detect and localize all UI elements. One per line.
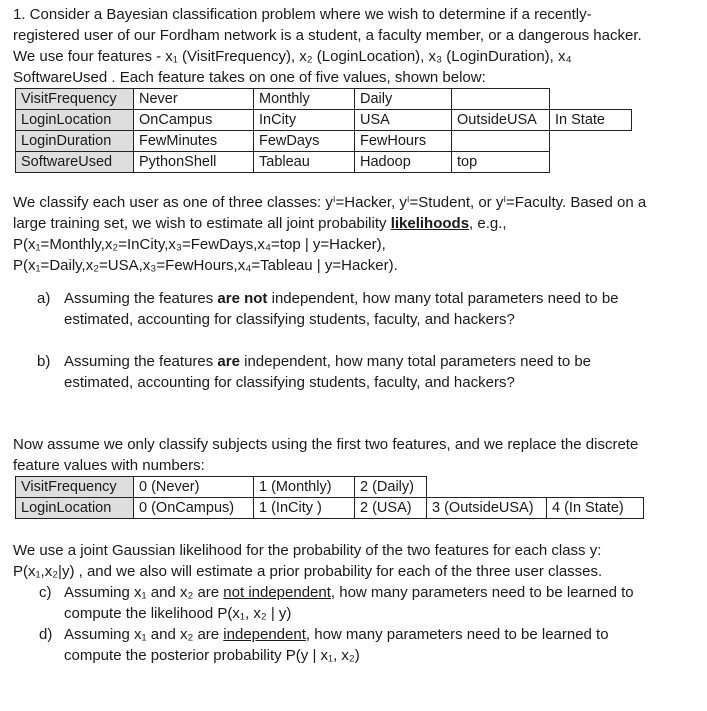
question-label: a) — [37, 290, 51, 307]
table-row — [16, 131, 632, 152]
table-row — [16, 89, 632, 110]
feature-value-cell: USA — [355, 110, 452, 131]
question-d: d) Assuming x₁ and x₂ are independent, how many parameters need to be learned to compute the posterior probability P(y | x₁, x₂) — [39, 626, 609, 664]
feature-value-cell: FewHours — [355, 131, 452, 152]
question-a: a) Assuming the features are not independent, how many total parameters need to be estimated, accounting for classifying students, faculty, and hackers? — [37, 290, 619, 328]
are-not-emphasis: are not — [217, 290, 268, 307]
feature-value-cell: OnCampus — [134, 110, 254, 131]
feature-values-table — [15, 88, 632, 173]
question-c: c) Assuming x₁ and x₂ are not independent, how many parameters need to be learned to compute the likelihood P(x₁, x₂ | y) — [39, 584, 634, 622]
now-paragraph — [13, 434, 693, 476]
feature-value-cell: FewDays — [254, 131, 355, 152]
are-emphasis: are — [217, 353, 240, 370]
intro-line-4: SoftwareUsed . Each feature takes on one of five values, shown below: — [13, 69, 486, 86]
classify-paragraph — [13, 192, 693, 276]
feature-name-cell: VisitFrequency — [16, 89, 134, 110]
feature-value-cell: 4 (In State) — [547, 498, 644, 519]
feature-value-cell — [452, 131, 550, 152]
intro-line-1: 1. Consider a Bayesian classification problem where we wish to determine if a recently- — [13, 6, 592, 23]
question-label: b) — [37, 353, 51, 370]
feature-value-cell: Monthly — [254, 89, 355, 110]
numeric-feature-table — [15, 476, 644, 519]
feature-value-cell: PythonShell — [134, 152, 254, 173]
classify-line-2: large training set, we wish to estimate all joint probability likelihoods, e.g., — [13, 215, 507, 232]
classify-line-4: P(x₁=Daily,x₂=USA,x₃=FewHours,x₄=Tableau | y=Hacker). — [13, 257, 398, 274]
now-line-2: feature values with numbers: — [13, 457, 205, 474]
intro-line-2: registered user of our Fordham network is a student, a faculty member, or a dangerous hacker. — [13, 27, 642, 44]
feature-value-cell: 2 (USA) — [355, 498, 427, 519]
question-label: c) — [39, 584, 52, 601]
feature-value-cell: 0 (OnCampus) — [134, 498, 254, 519]
feature-value-cell — [452, 89, 550, 110]
classify-line-3: P(x₁=Monthly,x₂=InCity,x₃=FewDays,x₄=top | y=Hacker), — [13, 236, 386, 253]
independent-emphasis: independent — [223, 626, 306, 643]
feature-value-cell: Hadoop — [355, 152, 452, 173]
question-label: d) — [39, 626, 53, 643]
table-row — [16, 110, 632, 131]
intro-paragraph — [13, 4, 693, 88]
intro-line-3: We use four features - x₁ (VisitFrequency), x₂ (LoginLocation), x₃ (LoginDuration), x₄ — [13, 48, 572, 65]
feature-value-cell: 3 (OutsideUSA) — [427, 498, 547, 519]
problem-document — [13, 4, 693, 666]
empty-cell — [427, 477, 547, 498]
gaussian-paragraph — [13, 540, 693, 582]
feature-name-cell: LoginDuration — [16, 131, 134, 152]
feature-name-cell: LoginLocation — [16, 110, 134, 131]
feature-value-cell: 2 (Daily) — [355, 477, 427, 498]
feature-name-cell: VisitFrequency — [16, 477, 134, 498]
question-b: b) Assuming the features are independent, how many total parameters need to be estimated, accounting for classifying students, faculty, and hackers? — [37, 353, 592, 391]
empty-cell — [550, 131, 632, 152]
feature-value-cell: InCity — [254, 110, 355, 131]
gaussian-line-1: We use a joint Gaussian likelihood for the probability of the two features for each class y: — [13, 542, 602, 559]
feature-value-cell: top — [452, 152, 550, 173]
table-row — [16, 498, 644, 519]
empty-cell — [547, 477, 644, 498]
table-row — [16, 477, 644, 498]
likelihoods-emphasis: likelihoods — [390, 215, 470, 232]
feature-name-cell: LoginLocation — [16, 498, 134, 519]
feature-value-cell: 1 (InCity ) — [254, 498, 355, 519]
feature-value-cell: 0 (Never) — [134, 477, 254, 498]
feature-value-cell: 1 (Monthly) — [254, 477, 355, 498]
empty-cell — [550, 152, 632, 173]
feature-value-cell: OutsideUSA — [452, 110, 550, 131]
feature-name-cell: SoftwareUsed — [16, 152, 134, 173]
table-row — [16, 152, 632, 173]
not-independent-emphasis: not independent — [223, 584, 331, 601]
feature-value-cell: Daily — [355, 89, 452, 110]
feature-value-cell: Tableau — [254, 152, 355, 173]
empty-cell — [550, 89, 632, 110]
feature-value-cell: In State — [550, 110, 632, 131]
feature-value-cell: Never — [134, 89, 254, 110]
classify-line-1: We classify each user as one of three classes: yⁱ=Hacker, yⁱ=Student, or yⁱ=Faculty. Based on a — [13, 194, 647, 211]
feature-value-cell: FewMinutes — [134, 131, 254, 152]
now-line-1: Now assume we only classify subjects using the first two features, and we replace the discrete — [13, 436, 639, 453]
gaussian-line-2: P(x₁,x₂|y) , and we also will estimate a prior probability for each of the three user classes. — [13, 563, 603, 580]
